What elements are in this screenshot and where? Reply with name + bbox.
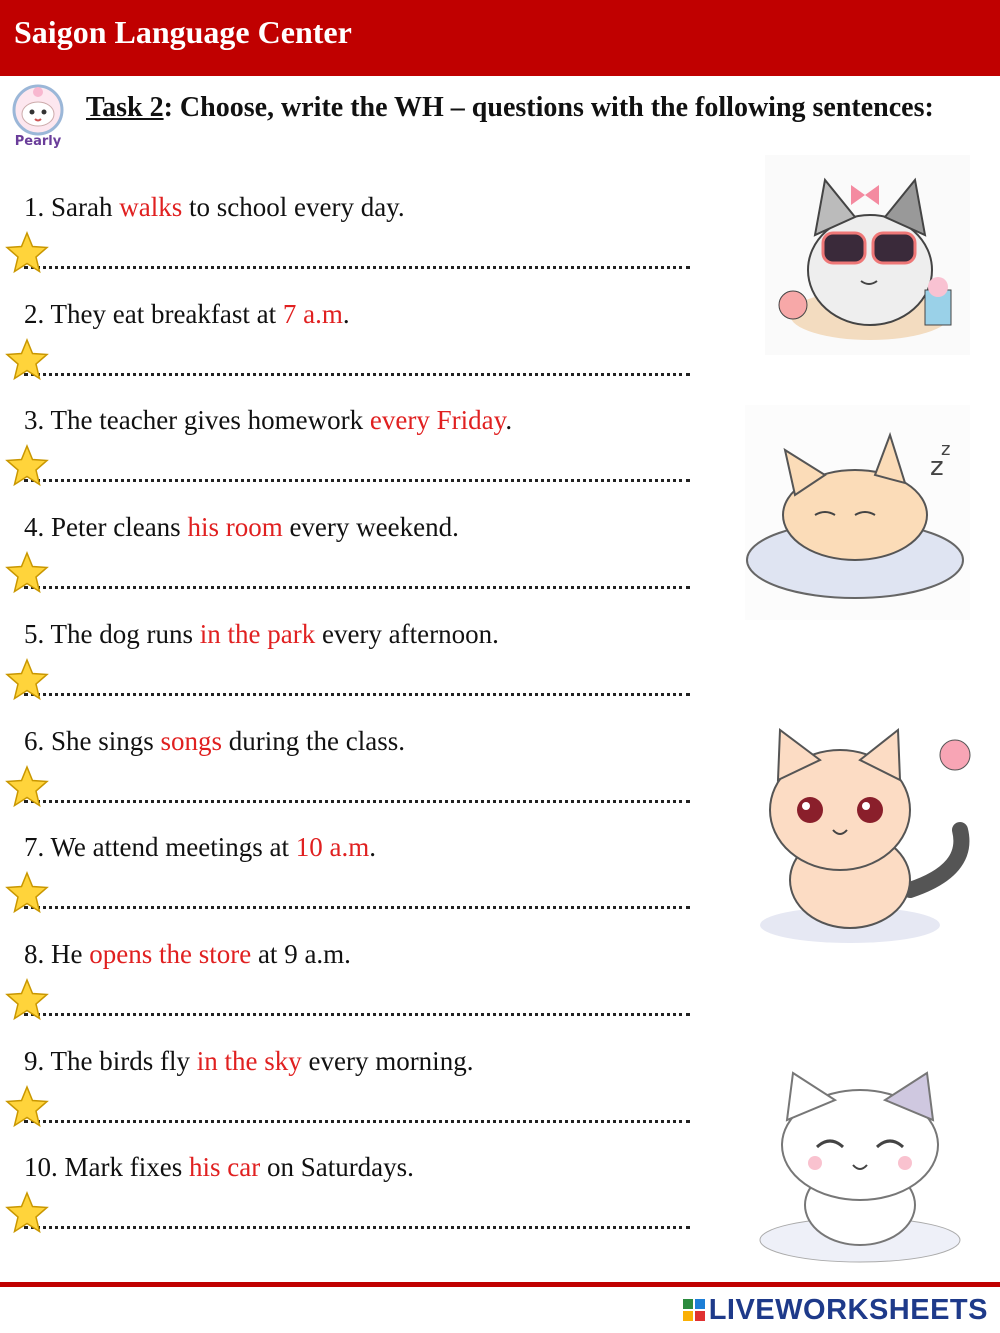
question-highlight: 7 a.m	[282, 298, 343, 329]
question-text-after: on Saturdays.	[260, 1152, 414, 1183]
liveworksheets-logo-icon	[683, 1299, 705, 1321]
question-number: 6.	[24, 725, 45, 756]
answer-field-6[interactable]	[24, 798, 690, 803]
question-number: 8.	[24, 938, 45, 969]
question-4	[24, 512, 459, 543]
question-number: 1.	[24, 192, 45, 222]
question-text-before: The teacher gives homework	[44, 405, 370, 436]
cat-happy-illustration	[755, 1065, 970, 1265]
question-text-after: every weekend.	[282, 512, 459, 543]
question-text-after: to school every day.	[182, 192, 405, 222]
question-9	[24, 1046, 473, 1077]
answer-field-10[interactable]	[24, 1224, 690, 1229]
pearly-logo	[2, 80, 74, 152]
header-bar	[0, 0, 1000, 76]
star-icon	[4, 443, 50, 489]
answer-field-2[interactable]	[24, 371, 690, 376]
question-number: 4.	[24, 512, 45, 543]
liveworksheets-brand[interactable]	[683, 1292, 988, 1328]
star-icon	[4, 1084, 50, 1130]
question-text-after: .	[369, 832, 377, 863]
star-icon	[4, 337, 50, 383]
question-3	[24, 405, 512, 436]
question-highlight: songs	[160, 725, 223, 756]
svg-text:z: z	[941, 439, 951, 460]
question-text-before: He	[44, 938, 90, 969]
question-2	[24, 299, 350, 330]
answer-field-3[interactable]	[24, 477, 690, 482]
question-highlight: his room	[187, 512, 283, 543]
question-text-before: Sarah	[44, 192, 120, 222]
question-text-before: We attend meetings at	[44, 832, 296, 863]
question-highlight: his car	[188, 1152, 261, 1183]
answer-field-4[interactable]	[24, 584, 690, 589]
question-5	[24, 619, 499, 650]
star-icon	[4, 764, 50, 810]
star-icon	[4, 977, 50, 1023]
question-text-before: She sings	[44, 725, 161, 756]
cat-sleeping-illustration	[745, 405, 970, 620]
task-label: Task 2	[86, 92, 164, 123]
question-text-after: at 9 a.m.	[251, 938, 351, 969]
question-10	[24, 1152, 414, 1183]
question-highlight: every Friday	[369, 405, 506, 436]
question-text-after: every morning.	[301, 1045, 474, 1076]
question-8	[24, 939, 351, 970]
cat-sunglasses-illustration	[765, 155, 970, 355]
star-icon	[4, 870, 50, 916]
cat-sitting-illustration	[730, 720, 990, 950]
question-number: 9.	[24, 1045, 45, 1076]
question-7	[24, 832, 376, 863]
question-6	[24, 726, 405, 757]
svg-text:z: z	[930, 452, 944, 482]
task-instruction	[86, 92, 934, 124]
question-number: 3.	[24, 405, 45, 436]
question-text-before: The birds fly	[44, 1045, 197, 1076]
question-text-after: .	[505, 405, 513, 436]
question-text-after: during the class.	[222, 725, 406, 756]
question-highlight: in the sky	[196, 1045, 302, 1076]
question-highlight: opens the store	[89, 938, 252, 969]
star-icon	[4, 230, 50, 276]
question-number: 5.	[24, 618, 45, 649]
footer-rule	[0, 1282, 1000, 1287]
question-text-before: They eat breakfast at	[44, 298, 283, 329]
question-number: 7.	[24, 832, 45, 863]
answer-field-9[interactable]	[24, 1118, 690, 1123]
task-text: : Choose, write the WH – questions with the following sentences:	[163, 92, 934, 123]
question-highlight: in the park	[199, 618, 316, 649]
star-icon	[4, 1190, 50, 1236]
brand-text: LIVEWORKSHEETS	[708, 1293, 988, 1326]
question-number: 2.	[24, 298, 45, 329]
header-title: Saigon Language Center	[14, 14, 352, 50]
question-text-before: The dog runs	[44, 618, 200, 649]
answer-field-1[interactable]	[24, 264, 690, 269]
question-highlight: walks	[119, 192, 183, 222]
star-icon	[4, 550, 50, 596]
question-highlight: 10 a.m	[295, 832, 370, 863]
star-icon	[4, 657, 50, 703]
question-1	[24, 192, 405, 223]
answer-field-7[interactable]	[24, 904, 690, 909]
question-text-before: Mark fixes	[57, 1152, 189, 1183]
question-text-before: Peter cleans	[44, 512, 188, 543]
pearly-logo-text: Pearly	[14, 134, 62, 149]
answer-field-8[interactable]	[24, 1011, 690, 1016]
answer-field-5[interactable]	[24, 691, 690, 696]
question-text-after: every afternoon.	[315, 618, 499, 649]
question-text-after: .	[342, 298, 350, 329]
question-number: 10.	[24, 1152, 58, 1183]
